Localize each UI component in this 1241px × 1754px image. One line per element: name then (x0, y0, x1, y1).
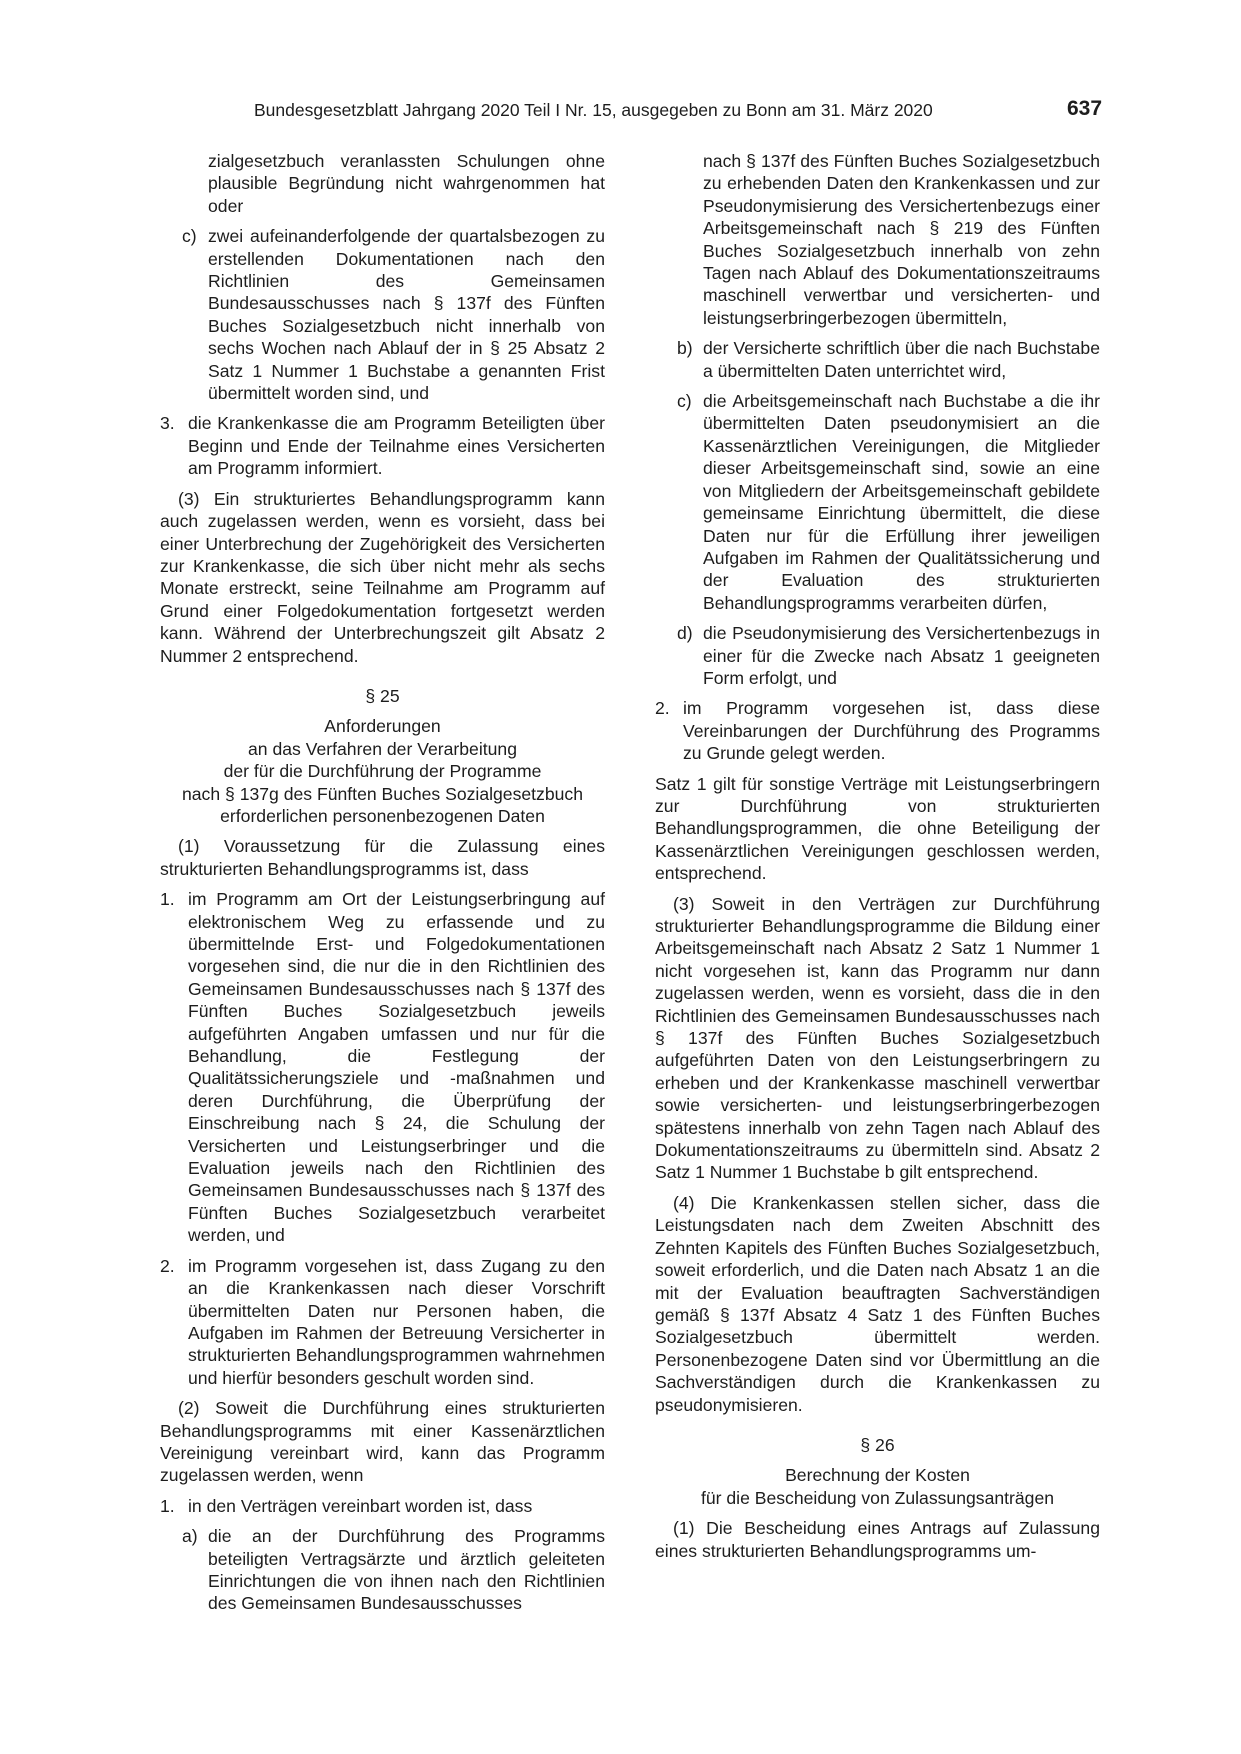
list-text: im Programm am Ort der Leistungserbringung auf elektronischem Weg zu erfassende und zu übermittelnde Erst- und Folgedokumentationen vorgesehen sind, die nur die in den Richtlinien des Gemeinsamen Bundesausschusses nach § 137f des Fünften Buches Sozialgesetzbuch jeweils aufgeführten Angaben umfassen und nur für die Behandlung, die Festlegung der Qualitätssicherungsziele und -maßnahmen und deren Durchführung, die Überprüfung der Einschreibung nach § 24, die Schulung der Versicherten und Leistungserbringer und die Evaluation jeweils nach den Richtlinien des Gemeinsamen Bundesausschusses nach § 137f des Fünften Buches Sozialgesetzbuch verarbeitet werden, und (188, 889, 605, 1246)
paragraph: Satz 1 gilt für sonstige Verträge mit Leistungserbringern zur Durchführung von strukturierten Behandlungsprogrammen, die ohne Beteiligung der Kassenärztlichen Vereinigungen geschlossen werden, entsprechend. (655, 773, 1100, 884)
list-text: die Krankenkasse die am Programm Beteiligten über Beginn und Ende der Teilnahme eines Versicherten am Programm informiert. (188, 413, 605, 479)
heading-line: der für die Durchführung der Programme (223, 761, 542, 782)
list-text: im Programm vorgesehen ist, dass Zugang zu den an die Krankenkassen nach dieser Vorschrift übermittelten Daten nur Personen haben, die Aufgaben im Rahmen der Betreuung Versicherter in strukturierten Behandlungsprogrammen wahrnehmen und hierfür besonders geschult worden sind. (188, 1255, 605, 1388)
section-heading (655, 1464, 1100, 1509)
heading-line: nach § 137g des Fünften Buches Sozialgesetzbuch (181, 783, 584, 804)
list-item (655, 697, 1100, 764)
list-text: in den Verträgen vereinbart worden ist, dass (188, 1495, 533, 1516)
list-label: 2. (655, 698, 670, 719)
list-text: die an der Durchführung des Programms beteiligten Vertragsärzte und ärztlich geleiteten Einrichtungen die von ihnen nach den Richtlinien des Gemeinsamen Bundesausschusses (208, 1526, 605, 1614)
left-column (160, 150, 605, 1623)
section-number: § 26 (860, 1434, 895, 1455)
list-text: die Arbeitsgemeinschaft nach Buchstabe a die ihr übermittelten Daten pseudonymisiert an die Kassenärztlichen Vereinigungen, die Mitglieder dieser Arbeitsgemeinschaft sind, sowie an eine von Mitgliedern der Arbeitsgemeinschaft gebildete gemeinsame Einrichtung übermittelt, die diese Daten nur für die Erfüllung ihrer jeweiligen Aufgaben im Rahmen der Qualitätssicherung und der Evaluation des strukturierten Behandlungsprogramms verarbeiten dürfen, (703, 391, 1100, 613)
paragraph: (3) Soweit in den Verträgen zur Durchführung strukturierter Behandlungsprogramme die Bildung einer Arbeitsgemeinschaft nach Absatz 2 Satz 1 Nummer 1 nicht vorgesehen ist, kann das Programm nur dann zugelassen werden, wenn es vorsieht, dass die in den Richtlinien des Gemeinsamen Bundesausschusses nach § 137f des Fünften Buches Sozialgesetzbuch aufgeführten Daten von den Leistungserbringern zu erheben und der Krankenkasse maschinell verwertbar sowie versicherten- und leistungserbringerbezogen spätestens innerhalb von zehn Tagen nach Ablauf des Dokumentationszeitraums zu übermitteln sind. Absatz 2 Satz 1 Nummer 1 Buchstabe b gilt entsprechend. (655, 893, 1100, 1183)
list-item (160, 1255, 605, 1389)
list-item (655, 337, 1100, 382)
paragraph: (2) Soweit die Durchführung eines strukturierten Behandlungsprogramms mit einer Kassenärztlichen Vereinigung vereinbart wird, kann das Programm zugelassen werden, wenn (160, 1398, 605, 1486)
list-label: c) (182, 226, 197, 247)
continued-text: zialgesetzbuch veranlassten Schulungen ohne plausible Begründung nicht wahrgenommen hat oder (208, 151, 605, 216)
list-text: im Programm vorgesehen ist, dass diese Vereinbarungen der Durchführung des Programms zu Grunde gelegt werden. (683, 698, 1100, 764)
list-text: zwei aufeinanderfolgende der quartalsbezogen zu erstellenden Dokumentationen nach den Richtlinien des Gemeinsamen Bundesausschusses nach § 137f des Fünften Buches Sozialgesetzbuch nicht innerhalb von sechs Wochen nach Ablauf der in § 25 Absatz 2 Satz 1 Nummer 1 Buchstabe a genannten Frist übermittelt worden sind, und (208, 226, 605, 404)
running-header: Bundesgesetzblatt Jahrgang 2020 Teil I Nr. 15, ausgegeben zu Bonn am 31. März 2020 (254, 100, 933, 120)
list-text: die Pseudonymisierung des Versichertenbezugs in einer für die Zwecke nach Absatz 1 geeigneten Form erfolgt, und (703, 623, 1100, 688)
list-label: d) (677, 623, 693, 644)
paragraph: (4) Die Krankenkassen stellen sicher, dass die Leistungsdaten nach dem Zweiten Abschnitt des Zehnten Kapitels des Fünften Buches Sozialgesetzbuch, soweit erforderlich, und die Daten nach Absatz 1 an die mit der Evaluation beauftragten Sachverständigen gemäß § 137f Absatz 4 Satz 1 des Fünften Buches Sozialgesetzbuch übermittelt werden. Personenbezogene Daten sind vor Übermittlung an die Sachverständigen durch die Krankenkassen zu pseudonymisieren. (655, 1192, 1100, 1415)
list-text: der Versicherte schriftlich über die nach Buchstabe a übermittelten Daten unterrichtet wird, (703, 338, 1100, 381)
list-item (655, 622, 1100, 689)
list-label: 1. (160, 889, 175, 910)
section-number: § 25 (365, 685, 400, 706)
list-label: a) (182, 1526, 198, 1547)
paragraph: (1) Voraussetzung für die Zulassung eines strukturierten Behandlungsprogramms ist, dass (160, 836, 605, 879)
list-label: b) (677, 338, 693, 359)
list-item (160, 1525, 605, 1615)
heading-line: an das Verfahren der Verarbeitung (248, 738, 517, 759)
heading-line: erforderlichen personenbezogenen Daten (220, 805, 545, 826)
list-label: 2. (160, 1255, 175, 1276)
list-item (160, 1495, 605, 1517)
paragraph: (3) Ein strukturiertes Behandlungsprogramm kann auch zugelassen werden, wenn es vorsieht, dass bei einer Unterbrechung der Zugehörigkeit des Versicherten zur Krankenkasse, die sich über nicht mehr als sechs Monate erstreckt, seine Teilnahme am Programm auf Grund einer Folgedokumentation fortgesetzt werden kann. Während der Unterbrechungszeit gilt Absatz 2 Nummer 2 entsprechend. (160, 488, 605, 666)
section-heading (160, 715, 605, 827)
continued-text: nach § 137f des Fünften Buches Sozialgesetzbuch zu erhebenden Daten den Krankenkassen und zur Pseudonymisierung des Versichertenbezugs einer Arbeitsgemeinschaft nach § 219 des Fünften Buches Sozialgesetzbuch innerhalb von zehn Tagen nach Ablauf des Dokumentationszeitraums maschinell verwertbar und versicherten- und leistungserbringerbezogen übermitteln, (703, 151, 1100, 328)
paragraph: (1) Die Bescheidung eines Antrags auf Zulassung eines strukturierten Behandlungsprogramms um- (655, 1518, 1100, 1561)
right-column (655, 150, 1100, 1570)
list-item (160, 412, 605, 479)
page-number: 637 (1067, 97, 1103, 120)
list-item (160, 888, 605, 1247)
list-label: 1. (160, 1495, 175, 1516)
heading-line: Berechnung der Kosten (785, 1465, 970, 1486)
list-label: c) (677, 391, 692, 412)
heading-line: Anforderungen (324, 716, 441, 737)
list-item (655, 390, 1100, 614)
list-item (160, 225, 605, 404)
heading-line: für die Bescheidung von Zulassungsanträgen (700, 1487, 1055, 1508)
list-label: 3. (160, 413, 175, 434)
